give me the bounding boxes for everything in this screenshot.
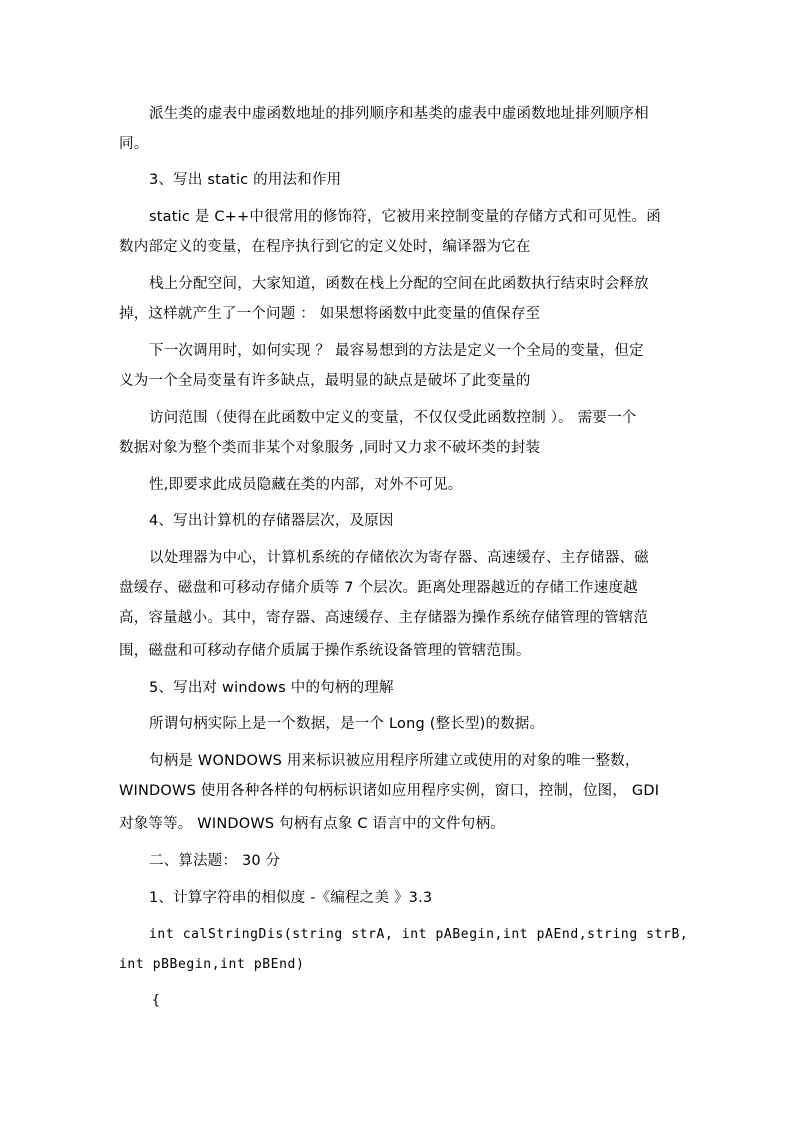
subsection-heading: 1、计算字符串的相似度 -《编程之美 》3.3 — [149, 890, 433, 906]
text-line: 数内部定义的变量，在程序执行到它的定义处时，编译器为它在 — [119, 239, 531, 255]
text-line: 下一次调用时，如何实现 ？ 最容易想到的方法是定义一个全局的变量，但定 — [149, 343, 644, 359]
text-line: 性,即要求此成员隐藏在类的内部，对外不可见。 — [149, 477, 463, 493]
code-line: int calStringDis(string strA, int pABegin,int pAEnd,string strB, — [149, 927, 689, 942]
text-line: 同。 — [119, 136, 149, 152]
section-heading: 4、写出计算机的存储器层次，及原因 — [149, 513, 394, 529]
text-line: 数据对象为整个类而非某个对象服务 ,同时又力求不破坏类的封装 — [119, 440, 541, 456]
code-line: int pBBegin,int pBEnd) — [119, 957, 305, 972]
text-line: 所谓句柄实际上是一个数据，是一个 Long (整长型)的数据。 — [149, 716, 545, 732]
text-line: 围，磁盘和可移动存储介质属于操作系统设备管理的管辖范围。 — [119, 643, 531, 659]
text-line: 义为一个全局变量有许多缺点，最明显的缺点是破坏了此变量的 — [119, 373, 531, 389]
text-line: 掉，这样就产生了一个问题 ： 如果想将函数中此变量的值保存至 — [119, 306, 541, 322]
text-line: 盘缓存、磁盘和可移动存储介质等 7 个层次。距离处理器越近的存储工作速度越 — [119, 580, 638, 596]
section-heading: 3、写出 static 的用法和作用 — [149, 172, 342, 188]
text-line: 对象等等。 WINDOWS 句柄有点象 C 语言中的文件句柄。 — [119, 816, 505, 832]
text-line: static 是 C++中很常用的修饰符，它被用来控制变量的存储方式和可见性。函 — [149, 209, 661, 225]
text-line: 访问范围（使得在此函数中定义的变量，不仅仅受此函数控制 ）。 需要一个 — [149, 410, 637, 426]
text-line: 派生类的虚表中虚函数地址的排列顺序和基类的虚表中虚函数地址排列顺序相 — [149, 106, 649, 122]
text-line: WINDOWS 使用各种各样的句柄标识诸如应用程序实例，窗口，控制，位图， GDI — [119, 783, 660, 799]
text-line: 以处理器为中心，计算机系统的存储依次为寄存器、高速缓存、主存储器、磁 — [149, 550, 649, 566]
text-line: 高，容量越小。其中，寄存器、高速缓存、主存储器为操作系统存储管理的管辖范 — [119, 610, 649, 626]
code-line: { — [152, 993, 161, 1008]
text-line: 句柄是 WONDOWS 用来标识被应用程序所建立或使用的对象的唯一整数， — [149, 753, 640, 769]
text-line: 栈上分配空间，大家知道，函数在栈上分配的空间在此函数执行结束时会释放 — [149, 276, 649, 292]
section-heading: 5、写出对 windows 中的句柄的理解 — [149, 680, 394, 696]
section-heading: 二、算法题： 30 分 — [149, 853, 281, 869]
